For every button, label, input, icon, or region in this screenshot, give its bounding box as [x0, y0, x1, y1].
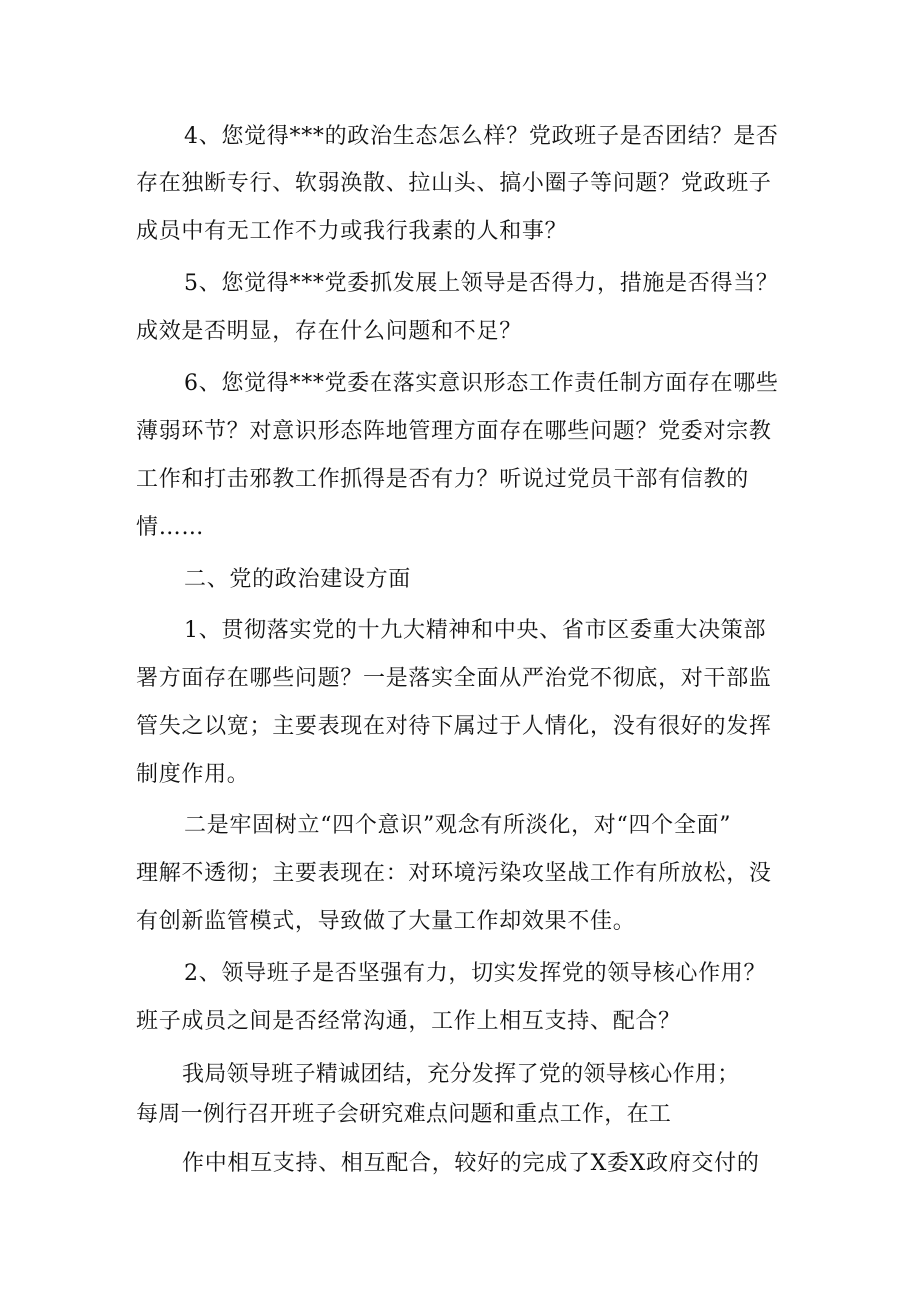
text-line: 署方面存在哪些问题？一是落实全面从严治党不彻底，对干部监 [136, 666, 772, 691]
text-line: 工作和打击邪教工作抓得是否有力？听说过党员干部有信教的 [136, 467, 749, 492]
text-line: 4、您觉得***的政治生态怎么样？党政班子是否团结？是否 [184, 124, 779, 149]
text-line: 管失之以宽；主要表现在对待下属过于人情化，没有很好的发挥 [136, 714, 772, 739]
text-line: 成员中有无工作不力或我行我素的人和事？ [136, 219, 568, 244]
text-line: 我局领导班子精诚团结，充分发挥了党的领导核心作用； [182, 1062, 740, 1087]
text-line: 二是牢固树立“四个意识”观念有所淡化，对“四个全面” [184, 813, 732, 838]
text-line: 1、贯彻落实党的十九大精神和中央、省市区委重大决策部 [184, 618, 767, 643]
text-line: 薄弱环节？对意识形态阵地管理方面存在哪些问题？党委对宗教 [136, 419, 772, 444]
text-line: 作中相互支持、相互配合，较好的完成了X委X政府交付的 [182, 1151, 760, 1176]
text-line: 5、您觉得***党委抓发展上领导是否得力，措施是否得当？ [184, 271, 779, 296]
section-heading: 二、党的政治建设方面 [184, 567, 412, 592]
text-line: 成效是否明显，存在什么问题和不足？ [136, 319, 522, 344]
text-line: 制度作用。 [136, 762, 250, 787]
text-line: 理解不透彻；主要表现在：对环境污染攻坚战工作有所放松，没 [136, 861, 772, 886]
text-line: 2、领导班子是否坚强有力，切实发挥党的领导核心作用？ [184, 961, 767, 986]
text-line: 存在独断专行、软弱涣散、拉山头、搞小圈子等问题？党政班子 [136, 171, 772, 196]
text-line: 情…… [136, 515, 205, 540]
text-line: 每周一例行召开班子会研究难点问题和重点工作，在工 [136, 1102, 672, 1127]
text-line: 6、您觉得***党委在落实意识形态工作责任制方面存在哪些 [184, 371, 779, 396]
text-line: 有创新监管模式，导致做了大量工作却效果不佳。 [136, 909, 636, 934]
text-line: 班子成员之间是否经常沟通，工作上相互支持、配合？ [136, 1009, 681, 1034]
